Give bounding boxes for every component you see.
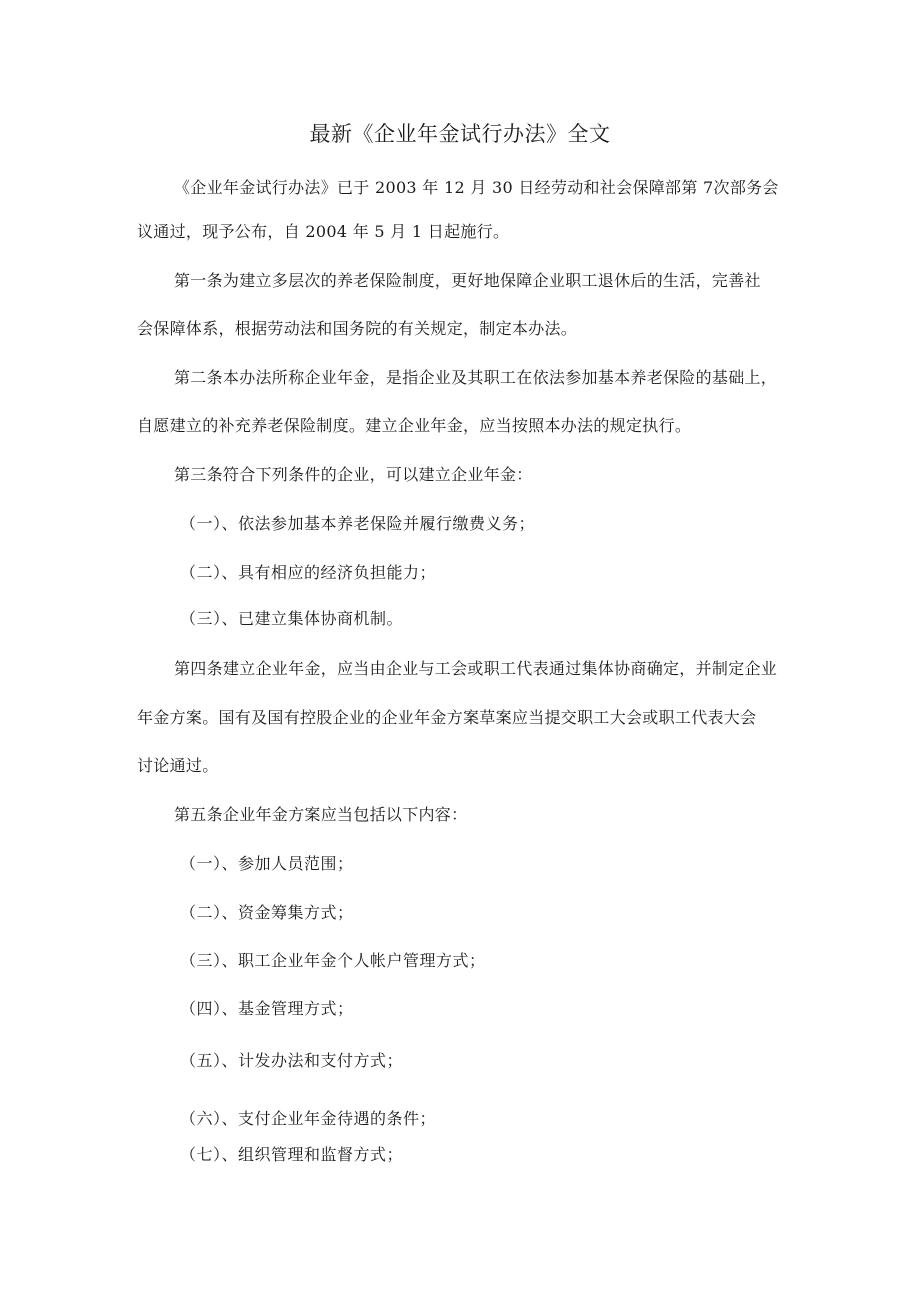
article5-item-3: （三）、职工企业年金个人帐户管理方式； bbox=[180, 951, 486, 970]
article5-lead: 第五条企业年金方案应当包括以下内容： bbox=[174, 805, 468, 824]
intro-line-1: 《企业年金试行办法》已于 2003 年 12 月 30 日经劳动和社会保障部第 7次部务会 bbox=[174, 178, 779, 197]
intro-line-2: 议通过，现予公布，自 2004 年 5 月 1 日起施行。 bbox=[137, 222, 510, 241]
article5-item-1: （一）、参加人员范围； bbox=[180, 854, 354, 873]
article5-item-7: （七）、组织管理和监督方式； bbox=[180, 1145, 404, 1164]
article4-line-1: 第四条建立企业年金，应当由企业与工会或职工代表通过集体协商确定，并制定企业 bbox=[174, 659, 778, 678]
article3-lead: 第三条符合下列条件的企业，可以建立企业年金： bbox=[174, 465, 533, 484]
article3-item-2: （二）、具有相应的经济负担能力； bbox=[180, 563, 437, 582]
article1-line-2: 会保障体系，根据劳动法和国务院的有关规定，制定本办法。 bbox=[137, 319, 578, 338]
article5-item-5: （五）、计发办法和支付方式； bbox=[180, 1051, 404, 1070]
article3-item-3: （三）、已建立集体协商机制。 bbox=[180, 609, 404, 628]
article2-line-1: 第二条本办法所称企业年金，是指企业及其职工在依法参加基本养老保险的基础上， bbox=[174, 368, 778, 387]
article4-line-3: 讨论通过。 bbox=[137, 756, 219, 775]
article4-line-2: 年金方案。国有及国有控股企业的企业年金方案草案应当提交职工大会或职工代表大会 bbox=[137, 708, 757, 727]
article5-item-2: （二）、资金筹集方式； bbox=[180, 903, 354, 922]
article3-item-1: （一）、依法参加基本养老保险并履行缴费义务； bbox=[180, 514, 536, 533]
document-title: 最新《企业年金试行办法》全文 bbox=[309, 122, 611, 146]
article5-item-4: （四）、基金管理方式； bbox=[180, 999, 354, 1018]
article5-item-6: （六）、支付企业年金待遇的条件； bbox=[180, 1109, 437, 1128]
article2-line-2: 自愿建立的补充养老保险制度。建立企业年金，应当按照本办法的规定执行。 bbox=[137, 416, 692, 435]
article1-line-1: 第一条为建立多层次的养老保险制度，更好地保障企业职工退休后的生活，完善社 bbox=[174, 271, 761, 290]
